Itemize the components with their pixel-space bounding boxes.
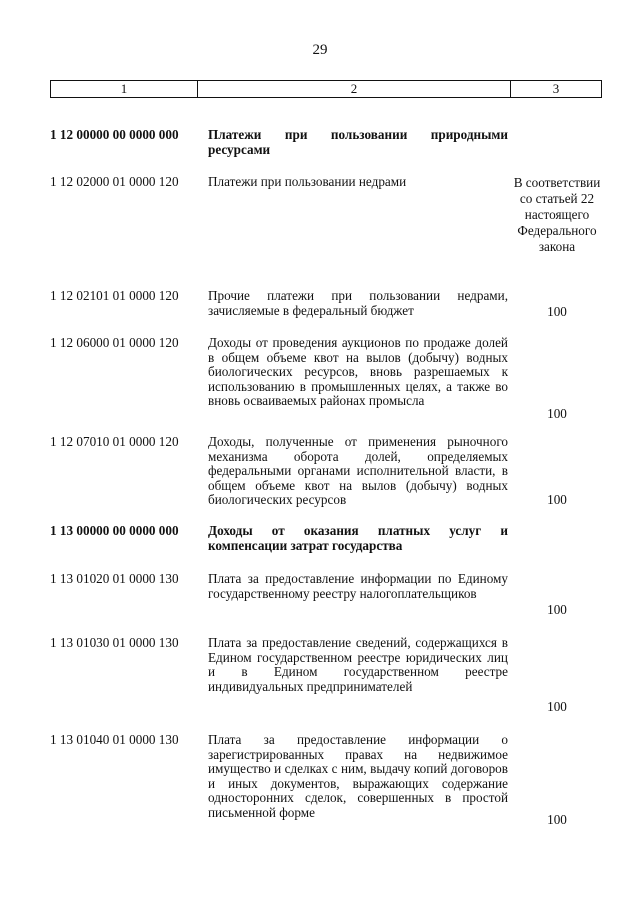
row-code: 1 13 01020 01 0000 130 <box>50 571 179 586</box>
row-description: Доходы от оказания платных услуг и компенсации затрат государства <box>208 523 508 553</box>
table-header <box>50 80 602 98</box>
row-description: Доходы, полученные от применения рыночного механизма оборота долей, определяемых федеральными органами исполнительной власти, в общем объеме квот на вылов (добычу) водных биологических ресурсов <box>208 434 508 507</box>
row-code: 1 12 07010 01 0000 120 <box>50 434 179 449</box>
row-value: 100 <box>547 812 567 827</box>
row-value: 100 <box>547 304 567 319</box>
row-value: 100 <box>547 406 567 421</box>
row-value: 100 <box>547 602 567 617</box>
row-code: 1 12 02101 01 0000 120 <box>50 288 179 303</box>
row-code: 1 12 00000 00 0000 000 <box>50 127 179 142</box>
row-description: Плата за предоставление информации по Единому государственному реестру налогоплательщиков <box>208 571 508 601</box>
row-code: 1 13 00000 00 0000 000 <box>50 523 179 538</box>
row-value: 100 <box>547 699 567 714</box>
row-description: Платежи при пользовании природными ресурсами <box>208 127 508 157</box>
page-number: 29 <box>312 42 328 58</box>
table-row <box>50 572 602 618</box>
row-code: 1 12 06000 01 0000 120 <box>50 335 179 350</box>
row-value: В соответствии со статьей 22 настоящего Федерального закона <box>513 175 601 254</box>
header-col-1: 1 <box>51 81 198 97</box>
header-col-3: 3 <box>552 81 560 96</box>
table-row <box>50 289 602 321</box>
table-row <box>50 733 602 829</box>
header-col-2: 2 <box>198 81 511 97</box>
row-code: 1 13 01030 01 0000 130 <box>50 635 179 650</box>
row-description: Плата за предоставление сведений, содержащихся в Едином государственном реестре юридических лиц и в Едином государственном реестре индивидуальных предпринимателей <box>208 635 508 694</box>
row-code: 1 12 02000 01 0000 120 <box>50 174 179 189</box>
row-value: 100 <box>547 492 567 507</box>
table-row <box>50 336 602 424</box>
row-description: Платежи при пользовании недрами <box>208 174 407 189</box>
table-row <box>50 435 602 510</box>
row-description: Прочие платежи при пользовании недрами, зачисляемые в федеральный бюджет <box>208 288 508 318</box>
table-row <box>50 128 602 160</box>
table-row <box>50 175 602 275</box>
table-row <box>50 524 602 556</box>
table-row <box>50 636 602 716</box>
row-description: Плата за предоставление информации о зарегистрированных правах на недвижимое имущество и сделках с ним, выдачу копий договоров и иных документов, выражающих содержание односторонних сделок, совершенных в простой письменной форме <box>208 732 508 820</box>
row-description: Доходы от проведения аукционов по продаже долей в общем объеме квот на вылов (добычу) водных биологических ресурсов, вновь разрешаемых к использованию в промышленных целях, а также во вновь осваиваемых районах промысла <box>208 335 508 408</box>
row-code: 1 13 01040 01 0000 130 <box>50 732 179 747</box>
